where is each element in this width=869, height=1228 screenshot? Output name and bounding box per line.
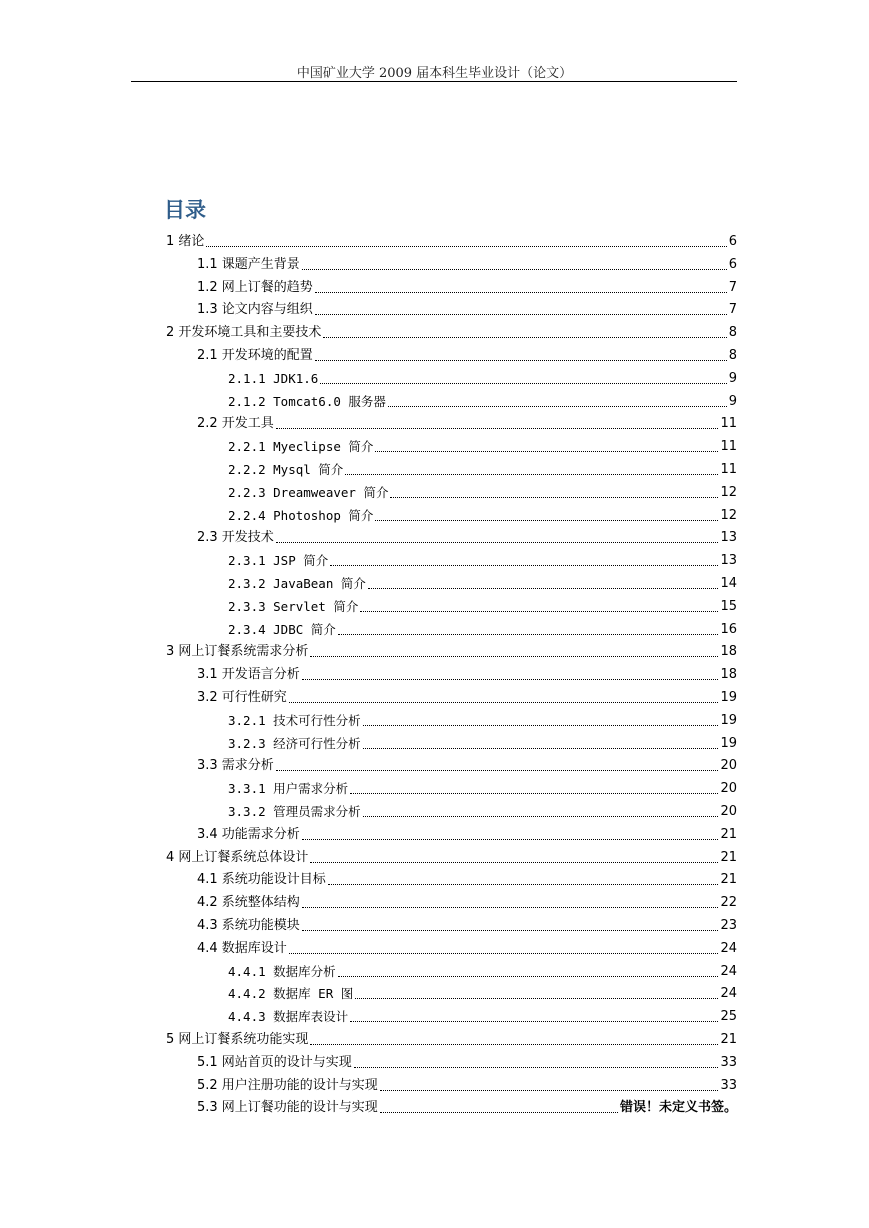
toc-entry[interactable] <box>228 506 737 526</box>
toc-entry[interactable] <box>197 939 737 959</box>
toc-entry-page: 13 <box>720 553 737 569</box>
toc-entry-label: 4.2 系统整体结构 <box>197 895 300 911</box>
toc-entry[interactable] <box>197 346 737 366</box>
toc-entry[interactable] <box>228 802 737 822</box>
toc-entry-page: 6 <box>728 234 737 249</box>
toc-entry-label: 3.2.1 技术可行性分析 <box>228 712 361 728</box>
toc-dot-leader <box>310 656 718 657</box>
toc-entry-label: 2.2.3 Dreamweaver 简介 <box>228 484 389 500</box>
toc-entry[interactable] <box>228 392 737 412</box>
toc-entry-label: 2.1 开发环境的配置 <box>197 348 313 363</box>
toc-entry-label: 3.3.1 用户需求分析 <box>228 781 349 797</box>
toc-entry-page: 16 <box>720 621 737 637</box>
toc-entry[interactable] <box>228 551 737 571</box>
toc-dot-leader <box>323 337 726 338</box>
toc-entry-page: 20 <box>720 804 737 819</box>
toc-entry-page: 9 <box>728 393 737 409</box>
toc-entry-page: 15 <box>720 598 737 614</box>
toc-entry-label: 2.2.2 Mysql 简介 <box>228 462 344 477</box>
header-rule <box>131 81 737 82</box>
toc-dot-leader <box>302 930 719 931</box>
toc-entry[interactable] <box>197 278 737 298</box>
toc-entry[interactable] <box>197 414 737 434</box>
toc-entry-page: 12 <box>720 507 737 523</box>
toc-entry-page: 23 <box>720 918 737 933</box>
toc-entry-label: 3.4 功能需求分析 <box>197 826 300 842</box>
toc-entry-page: 21 <box>720 826 737 842</box>
toc-dot-leader <box>375 520 718 521</box>
toc-dot-leader <box>276 542 719 543</box>
toc-dot-leader <box>328 884 719 885</box>
toc-entry[interactable] <box>228 574 737 594</box>
toc-entry-label: 1 绪论 <box>166 234 205 249</box>
toc-entry-label: 3 网上订餐系统需求分析 <box>166 644 309 660</box>
toc-entry[interactable] <box>166 848 737 868</box>
toc-entry-label: 2.1.2 Tomcat6.0 服务器 <box>228 393 386 409</box>
toc-entry[interactable] <box>197 1098 737 1118</box>
toc-entry-page: 6 <box>728 256 737 272</box>
toc-entry-label: 1.2 网上订餐的趋势 <box>197 279 313 295</box>
toc-entry[interactable] <box>197 665 737 685</box>
toc-entry[interactable] <box>228 437 737 457</box>
toc-entry[interactable] <box>166 642 737 662</box>
toc-dot-leader <box>330 565 718 566</box>
toc-dot-leader <box>310 1044 718 1045</box>
toc-entry-page: 19 <box>720 735 737 751</box>
toc-dot-leader <box>368 588 719 589</box>
toc-dot-leader <box>289 702 719 703</box>
page-header: 中国矿业大学 2009 届本科生毕业设计（论文） <box>296 66 573 81</box>
toc-dot-leader <box>302 839 719 840</box>
toc-entry-page: 33 <box>720 1054 737 1070</box>
toc-entry-label: 4.4.3 数据库表设计 <box>228 1009 349 1025</box>
toc-entry-label: 4.3 系统功能模块 <box>197 918 300 933</box>
toc-entry-page: 12 <box>720 484 737 500</box>
toc-entry-label: 3.3.2 管理员需求分析 <box>228 804 361 819</box>
toc-dot-leader <box>310 862 718 863</box>
toc-entry[interactable] <box>166 232 737 252</box>
toc-dot-leader <box>350 1021 718 1022</box>
toc-entry-label: 2.2.1 Myeclipse 简介 <box>228 439 374 455</box>
toc-entry-page: 14 <box>720 576 737 591</box>
toc-entry[interactable] <box>197 1076 737 1096</box>
toc-dot-leader <box>355 998 718 999</box>
toc-entry-page: 7 <box>728 302 737 318</box>
toc-dot-leader <box>363 725 719 726</box>
toc-dot-leader <box>315 314 727 315</box>
toc-entry[interactable] <box>228 779 737 799</box>
toc-entry[interactable] <box>197 528 737 548</box>
toc-entry-label: 2 开发环境工具和主要技术 <box>166 325 322 341</box>
toc-entry-page: 8 <box>728 348 737 363</box>
toc-entry[interactable] <box>228 984 737 1004</box>
toc-entry[interactable] <box>228 620 737 640</box>
toc-dot-leader <box>390 497 718 498</box>
toc-entry[interactable] <box>197 300 737 320</box>
toc-entry-label: 2.1.1 JDK1.6 <box>228 370 319 386</box>
toc-entry[interactable] <box>228 460 737 480</box>
toc-dot-leader <box>289 953 719 954</box>
toc-entry-page: 21 <box>720 872 737 888</box>
toc-entry[interactable] <box>197 756 737 776</box>
toc-dot-leader <box>206 246 726 247</box>
toc-title: 目录 <box>164 198 206 222</box>
toc-entry-page: 8 <box>728 325 737 341</box>
toc-entry-page: 21 <box>720 849 737 865</box>
toc-entry-label: 4.4.2 数据库 ER 图 <box>228 986 354 1002</box>
toc-dot-leader <box>302 679 719 680</box>
toc-dot-leader <box>338 976 719 977</box>
toc-dot-leader <box>388 406 727 407</box>
toc-entry-label: 3.2 可行性研究 <box>197 690 287 705</box>
toc-entry[interactable] <box>228 711 737 731</box>
toc-dot-leader <box>338 634 719 635</box>
toc-entry-label: 4.4 数据库设计 <box>197 940 287 956</box>
toc-entry[interactable] <box>197 1053 737 1073</box>
toc-entry-page: 24 <box>720 940 737 956</box>
toc-entry[interactable] <box>197 255 737 275</box>
toc-dot-leader <box>320 383 726 384</box>
toc-entry-page: 25 <box>720 1009 737 1025</box>
toc-entry-page: 7 <box>728 279 737 295</box>
toc-entry-page: 33 <box>720 1077 737 1093</box>
toc-dot-leader <box>360 611 718 612</box>
toc-entry-label: 3.1 开发语言分析 <box>197 667 300 683</box>
toc-entry-page: 24 <box>720 963 737 979</box>
toc-entry[interactable] <box>228 369 737 389</box>
toc-entry[interactable] <box>197 870 737 890</box>
toc-entry-page: 11 <box>720 462 737 477</box>
toc-entry-label: 1.1 课题产生背景 <box>197 256 300 272</box>
toc-entry[interactable] <box>166 323 737 343</box>
toc-entry[interactable] <box>228 962 737 982</box>
toc-entry-label: 5.2 用户注册功能的设计与实现 <box>197 1077 378 1093</box>
toc-entry-label: 2.3.3 Servlet 简介 <box>228 598 359 614</box>
toc-entry-page: 24 <box>720 986 737 1002</box>
toc-entry[interactable] <box>228 483 737 503</box>
toc-dot-leader <box>345 474 718 475</box>
toc-entry-label: 2.2 开发工具 <box>197 416 274 432</box>
toc-dot-leader <box>315 360 727 361</box>
toc-dot-leader <box>276 770 719 771</box>
toc-entry-label: 5 网上订餐系统功能实现 <box>166 1032 309 1047</box>
toc-dot-leader <box>315 292 727 293</box>
toc-entry-page: 18 <box>720 644 737 660</box>
toc-entry-page: 18 <box>720 667 737 683</box>
toc-entry-label: 3.3 需求分析 <box>197 758 274 774</box>
toc-entry-label: 5.3 网上订餐功能的设计与实现 <box>197 1100 378 1116</box>
toc-entry-label: 3.2.3 经济可行性分析 <box>228 735 361 751</box>
toc-entry[interactable] <box>166 1030 737 1050</box>
toc-entry[interactable] <box>197 688 737 708</box>
toc-entry-page: 20 <box>720 781 737 797</box>
toc-entry-page: 9 <box>728 370 737 386</box>
toc-entry-label: 2.3 开发技术 <box>197 530 274 546</box>
toc-dot-leader <box>350 793 718 794</box>
toc-entry-page: 21 <box>720 1032 737 1047</box>
toc-entry-label: 2.3.4 JDBC 简介 <box>228 621 336 637</box>
toc-entry-page: 错误！未定义书签。 <box>619 1100 737 1116</box>
toc-dot-leader <box>363 816 719 817</box>
toc-entry-page: 20 <box>720 758 737 774</box>
toc-entry-label: 5.1 网站首页的设计与实现 <box>197 1054 352 1070</box>
toc-entry-label: 2.3.1 JSP 简介 <box>228 553 329 569</box>
toc-entry[interactable] <box>197 825 737 845</box>
toc-entry-label: 2.2.4 Photoshop 简介 <box>228 507 374 523</box>
toc-entry[interactable] <box>228 1007 737 1027</box>
toc-entry[interactable] <box>228 597 737 617</box>
toc-dot-leader <box>375 451 718 452</box>
toc-entry[interactable] <box>228 734 737 754</box>
toc-entry-page: 19 <box>720 690 737 705</box>
toc-dot-leader <box>302 907 719 908</box>
toc-entry-page: 19 <box>720 712 737 728</box>
toc-entry-label: 4.1 系统功能设计目标 <box>197 872 326 888</box>
toc-dot-leader <box>363 748 719 749</box>
toc-entry-label: 4.4.1 数据库分析 <box>228 963 336 979</box>
toc-entry-label: 1.3 论文内容与组织 <box>197 302 313 318</box>
toc-entry-page: 11 <box>720 439 737 455</box>
toc-dot-leader <box>380 1090 719 1091</box>
toc-entry[interactable] <box>197 893 737 913</box>
toc-entry-label: 2.3.2 JavaBean 简介 <box>228 576 366 591</box>
toc-dot-leader <box>354 1067 719 1068</box>
toc-entry[interactable] <box>197 916 737 936</box>
toc-entry-page: 22 <box>720 895 737 911</box>
toc-entry-page: 11 <box>720 416 737 432</box>
toc-entry-page: 13 <box>720 530 737 546</box>
toc-dot-leader <box>276 428 719 429</box>
toc-dot-leader <box>302 269 727 270</box>
toc-entry-label: 4 网上订餐系统总体设计 <box>166 849 309 865</box>
toc-dot-leader <box>380 1112 618 1113</box>
